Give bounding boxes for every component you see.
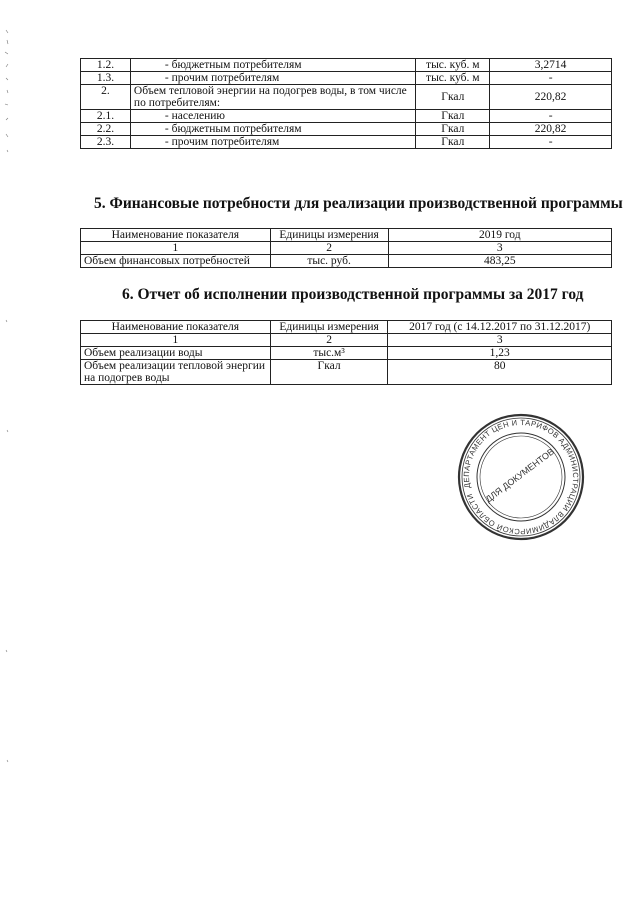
row-unit: тыс. куб. м [416, 59, 490, 72]
table-row [81, 360, 612, 385]
row-value: 80 [388, 360, 612, 385]
header-value: 2017 год (с 14.12.2017 по 31.12.2017) [388, 321, 612, 334]
header-value: 2019 год [388, 229, 611, 242]
row-unit: Гкал [416, 123, 490, 136]
row-name: - населению [130, 110, 415, 123]
row-unit: Гкал [416, 136, 490, 149]
col-number: 2 [270, 242, 388, 255]
row-number: 2. [81, 85, 131, 110]
table-row [81, 110, 612, 123]
table-financial-needs [80, 228, 612, 268]
row-value: 3,2714 [490, 59, 612, 72]
row-value: 483,25 [388, 255, 611, 268]
row-number: 1.2. [81, 59, 131, 72]
svg-text:ДЛЯ ДОКУМЕНТОВ: ДЛЯ ДОКУМЕНТОВ [483, 446, 557, 505]
header-name: Наименование показателя [81, 229, 271, 242]
scan-margin-mark [2, 0, 16, 905]
table-row [81, 85, 612, 110]
row-unit: Гкал [416, 85, 490, 110]
row-number: 1.3. [81, 72, 131, 85]
row-name: - бюджетным потребителям [130, 59, 415, 72]
row-name: Объем тепловой энергии на подогрев воды, в том числе по потребителям: [130, 85, 415, 110]
col-number: 1 [81, 334, 271, 347]
table-row [81, 136, 612, 149]
row-number: 2.3. [81, 136, 131, 149]
column-number-row [81, 334, 612, 347]
row-unit: Гкал [270, 360, 388, 385]
row-name: Объем реализации тепловой энергии на подогрев воды [81, 360, 271, 385]
row-value: - [490, 136, 612, 149]
col-number: 2 [270, 334, 388, 347]
table-header-row [81, 229, 612, 242]
row-number: 2.1. [81, 110, 131, 123]
table-row [81, 255, 612, 268]
column-number-row [81, 242, 612, 255]
section-6-heading: 6. Отчет об исполнении производственной программы за 2017 год [122, 286, 584, 303]
row-value: 220,82 [490, 123, 612, 136]
row-unit: Гкал [416, 110, 490, 123]
header-name: Наименование показателя [81, 321, 271, 334]
row-number: 2.2. [81, 123, 131, 136]
table-row [81, 123, 612, 136]
svg-text:ДЕПАРТАМЕНТ ЦЕН И ТАРИФОВ АДМИ: ДЕПАРТАМЕНТ ЦЕН И ТАРИФОВ АДМИНИСТРАЦИИ ВЛАДИМИРСКОЙ ОБЛАСТИ [461, 417, 581, 537]
official-stamp [456, 412, 586, 542]
row-name: Объем финансовых потребностей [81, 255, 271, 268]
col-number: 1 [81, 242, 271, 255]
row-name: - прочим потребителям [130, 136, 415, 149]
table-water-volumes [80, 58, 612, 149]
table-program-report [80, 320, 612, 385]
row-value: - [490, 72, 612, 85]
row-value: 1,23 [388, 347, 612, 360]
row-value: - [490, 110, 612, 123]
table-header-row [81, 321, 612, 334]
table-row [81, 59, 612, 72]
col-number: 3 [388, 334, 612, 347]
col-number: 3 [388, 242, 611, 255]
section-5-heading: 5. Финансовые потребности для реализации производственной программы [94, 195, 623, 212]
row-name: - прочим потребителям [130, 72, 415, 85]
row-unit: тыс.м³ [270, 347, 388, 360]
row-name: - бюджетным потребителям [130, 123, 415, 136]
table-row [81, 72, 612, 85]
row-unit: тыс. куб. м [416, 72, 490, 85]
row-value: 220,82 [490, 85, 612, 110]
header-unit: Единицы измерения [270, 229, 388, 242]
row-unit: тыс. руб. [270, 255, 388, 268]
table-row [81, 347, 612, 360]
header-unit: Единицы измерения [270, 321, 388, 334]
row-name: Объем реализации воды [81, 347, 271, 360]
